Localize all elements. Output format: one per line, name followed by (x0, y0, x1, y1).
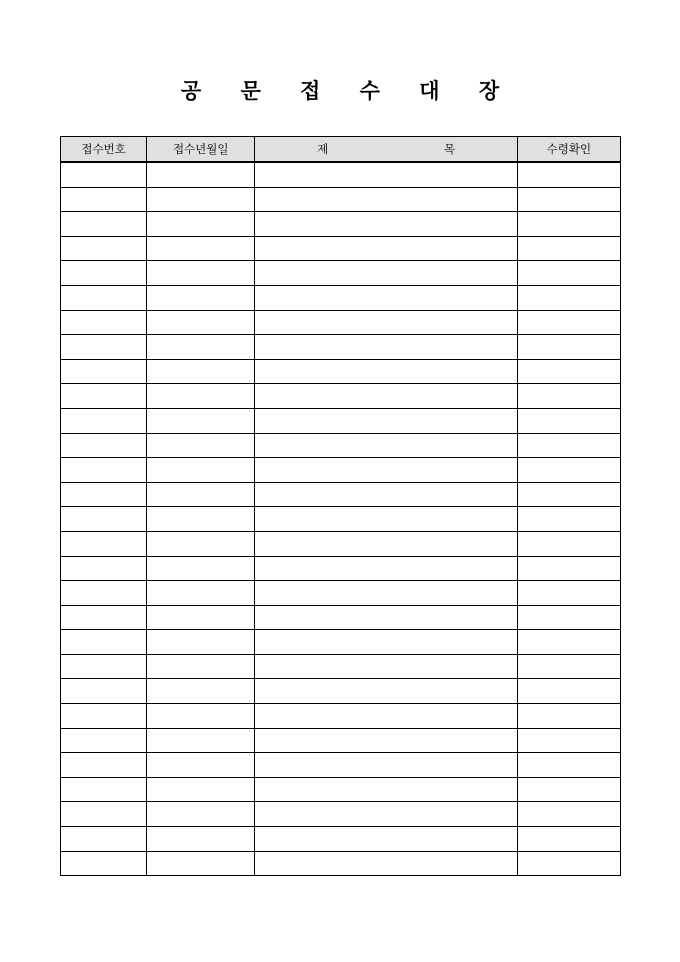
table-row (61, 531, 621, 556)
cell-receipt-date[interactable] (147, 507, 255, 532)
cell-subject[interactable] (255, 556, 517, 581)
cell-receipt-confirmation[interactable] (517, 433, 620, 458)
document-receipt-ledger (60, 136, 621, 876)
cell-subject[interactable] (255, 827, 517, 852)
cell-receipt-confirmation[interactable] (517, 212, 620, 237)
cell-receipt-number[interactable] (61, 531, 147, 556)
cell-subject[interactable] (255, 162, 517, 187)
table-row (61, 753, 621, 778)
cell-receipt-date[interactable] (147, 851, 255, 876)
cell-receipt-date[interactable] (147, 359, 255, 384)
cell-receipt-date[interactable] (147, 187, 255, 212)
table-row (61, 285, 621, 310)
cell-subject[interactable] (255, 679, 517, 704)
table-row (61, 433, 621, 458)
cell-receipt-date[interactable] (147, 482, 255, 507)
table-row (61, 556, 621, 581)
cell-receipt-number[interactable] (61, 482, 147, 507)
cell-subject[interactable] (255, 630, 517, 655)
cell-receipt-date[interactable] (147, 433, 255, 458)
cell-receipt-number[interactable] (61, 458, 147, 483)
cell-receipt-confirmation[interactable] (517, 679, 620, 704)
cell-receipt-confirmation[interactable] (517, 531, 620, 556)
table-row (61, 679, 621, 704)
table-row (61, 802, 621, 827)
cell-receipt-date[interactable] (147, 581, 255, 606)
cell-receipt-date[interactable] (147, 236, 255, 261)
table-row (61, 162, 621, 187)
cell-receipt-confirmation[interactable] (517, 162, 620, 187)
cell-receipt-date[interactable] (147, 777, 255, 802)
header-receipt-confirmation: 수령확인 (517, 137, 620, 163)
cell-receipt-number[interactable] (61, 827, 147, 852)
cell-subject[interactable] (255, 458, 517, 483)
table-row (61, 212, 621, 237)
table-row (61, 827, 621, 852)
header-receipt-date: 접수년월일 (147, 137, 255, 163)
cell-receipt-confirmation[interactable] (517, 556, 620, 581)
cell-receipt-number[interactable] (61, 704, 147, 729)
cell-receipt-number[interactable] (61, 728, 147, 753)
table-row (61, 704, 621, 729)
cell-receipt-number[interactable] (61, 507, 147, 532)
cell-subject[interactable] (255, 285, 517, 310)
cell-receipt-confirmation[interactable] (517, 851, 620, 876)
table-row (61, 359, 621, 384)
table-row (61, 335, 621, 360)
cell-receipt-number[interactable] (61, 433, 147, 458)
cell-subject[interactable] (255, 335, 517, 360)
cell-receipt-number[interactable] (61, 408, 147, 433)
cell-subject[interactable] (255, 433, 517, 458)
cell-receipt-number[interactable] (61, 654, 147, 679)
table-row (61, 236, 621, 261)
cell-subject[interactable] (255, 212, 517, 237)
table-row (61, 654, 621, 679)
header-subject: 제 목 (255, 137, 517, 163)
header-receipt-number: 접수번호 (61, 137, 147, 163)
cell-subject[interactable] (255, 310, 517, 335)
cell-receipt-number[interactable] (61, 236, 147, 261)
cell-receipt-date[interactable] (147, 261, 255, 286)
table-row (61, 408, 621, 433)
table-row (61, 507, 621, 532)
cell-receipt-number[interactable] (61, 310, 147, 335)
cell-receipt-confirmation[interactable] (517, 827, 620, 852)
cell-receipt-confirmation[interactable] (517, 728, 620, 753)
table-row (61, 777, 621, 802)
table-row (61, 851, 621, 876)
cell-subject[interactable] (255, 728, 517, 753)
table-row (61, 581, 621, 606)
cell-receipt-date[interactable] (147, 753, 255, 778)
cell-receipt-date[interactable] (147, 408, 255, 433)
cell-receipt-confirmation[interactable] (517, 753, 620, 778)
cell-receipt-confirmation[interactable] (517, 605, 620, 630)
cell-subject[interactable] (255, 261, 517, 286)
cell-receipt-number[interactable] (61, 679, 147, 704)
table-row (61, 310, 621, 335)
cell-receipt-date[interactable] (147, 802, 255, 827)
cell-receipt-date[interactable] (147, 335, 255, 360)
cell-receipt-confirmation[interactable] (517, 310, 620, 335)
cell-subject[interactable] (255, 777, 517, 802)
cell-receipt-number[interactable] (61, 359, 147, 384)
cell-subject[interactable] (255, 408, 517, 433)
cell-receipt-number[interactable] (61, 777, 147, 802)
cell-subject[interactable] (255, 581, 517, 606)
cell-receipt-number[interactable] (61, 802, 147, 827)
cell-receipt-date[interactable] (147, 285, 255, 310)
table-row (61, 605, 621, 630)
cell-receipt-number[interactable] (61, 212, 147, 237)
cell-receipt-date[interactable] (147, 556, 255, 581)
cell-receipt-number[interactable] (61, 556, 147, 581)
table-row (61, 630, 621, 655)
table-row (61, 728, 621, 753)
page-title: 공 문 접 수 대 장 (180, 78, 516, 103)
cell-subject[interactable] (255, 654, 517, 679)
table-row (61, 187, 621, 212)
cell-receipt-confirmation[interactable] (517, 408, 620, 433)
cell-receipt-confirmation[interactable] (517, 654, 620, 679)
cell-receipt-date[interactable] (147, 827, 255, 852)
cell-receipt-number[interactable] (61, 630, 147, 655)
cell-receipt-date[interactable] (147, 679, 255, 704)
cell-subject[interactable] (255, 802, 517, 827)
cell-receipt-confirmation[interactable] (517, 507, 620, 532)
table-row (61, 482, 621, 507)
cell-receipt-number[interactable] (61, 162, 147, 187)
cell-receipt-confirmation[interactable] (517, 236, 620, 261)
cell-receipt-date[interactable] (147, 162, 255, 187)
cell-receipt-date[interactable] (147, 384, 255, 409)
cell-receipt-confirmation[interactable] (517, 581, 620, 606)
cell-subject[interactable] (255, 507, 517, 532)
cell-subject[interactable] (255, 359, 517, 384)
cell-receipt-number[interactable] (61, 261, 147, 286)
cell-subject[interactable] (255, 605, 517, 630)
ledger-body (61, 162, 621, 876)
cell-receipt-date[interactable] (147, 310, 255, 335)
cell-receipt-date[interactable] (147, 605, 255, 630)
cell-receipt-date[interactable] (147, 728, 255, 753)
header-row (61, 137, 621, 163)
cell-receipt-number[interactable] (61, 335, 147, 360)
cell-subject[interactable] (255, 384, 517, 409)
cell-receipt-date[interactable] (147, 458, 255, 483)
cell-receipt-confirmation[interactable] (517, 384, 620, 409)
cell-receipt-number[interactable] (61, 581, 147, 606)
cell-subject[interactable] (255, 704, 517, 729)
cell-receipt-confirmation[interactable] (517, 335, 620, 360)
cell-receipt-number[interactable] (61, 851, 147, 876)
table-row (61, 384, 621, 409)
cell-receipt-date[interactable] (147, 212, 255, 237)
cell-receipt-confirmation[interactable] (517, 630, 620, 655)
cell-receipt-confirmation[interactable] (517, 187, 620, 212)
cell-subject[interactable] (255, 187, 517, 212)
cell-receipt-confirmation[interactable] (517, 482, 620, 507)
cell-receipt-date[interactable] (147, 630, 255, 655)
cell-receipt-number[interactable] (61, 285, 147, 310)
cell-receipt-confirmation[interactable] (517, 261, 620, 286)
table-row (61, 261, 621, 286)
cell-receipt-confirmation[interactable] (517, 359, 620, 384)
cell-subject[interactable] (255, 482, 517, 507)
cell-receipt-number[interactable] (61, 384, 147, 409)
cell-receipt-date[interactable] (147, 654, 255, 679)
cell-receipt-date[interactable] (147, 531, 255, 556)
cell-subject[interactable] (255, 851, 517, 876)
cell-receipt-confirmation[interactable] (517, 285, 620, 310)
cell-receipt-confirmation[interactable] (517, 777, 620, 802)
cell-receipt-confirmation[interactable] (517, 802, 620, 827)
cell-receipt-confirmation[interactable] (517, 458, 620, 483)
cell-receipt-date[interactable] (147, 704, 255, 729)
cell-receipt-number[interactable] (61, 605, 147, 630)
cell-subject[interactable] (255, 531, 517, 556)
cell-subject[interactable] (255, 753, 517, 778)
cell-receipt-number[interactable] (61, 187, 147, 212)
table-row (61, 458, 621, 483)
cell-subject[interactable] (255, 236, 517, 261)
cell-receipt-number[interactable] (61, 753, 147, 778)
cell-receipt-confirmation[interactable] (517, 704, 620, 729)
